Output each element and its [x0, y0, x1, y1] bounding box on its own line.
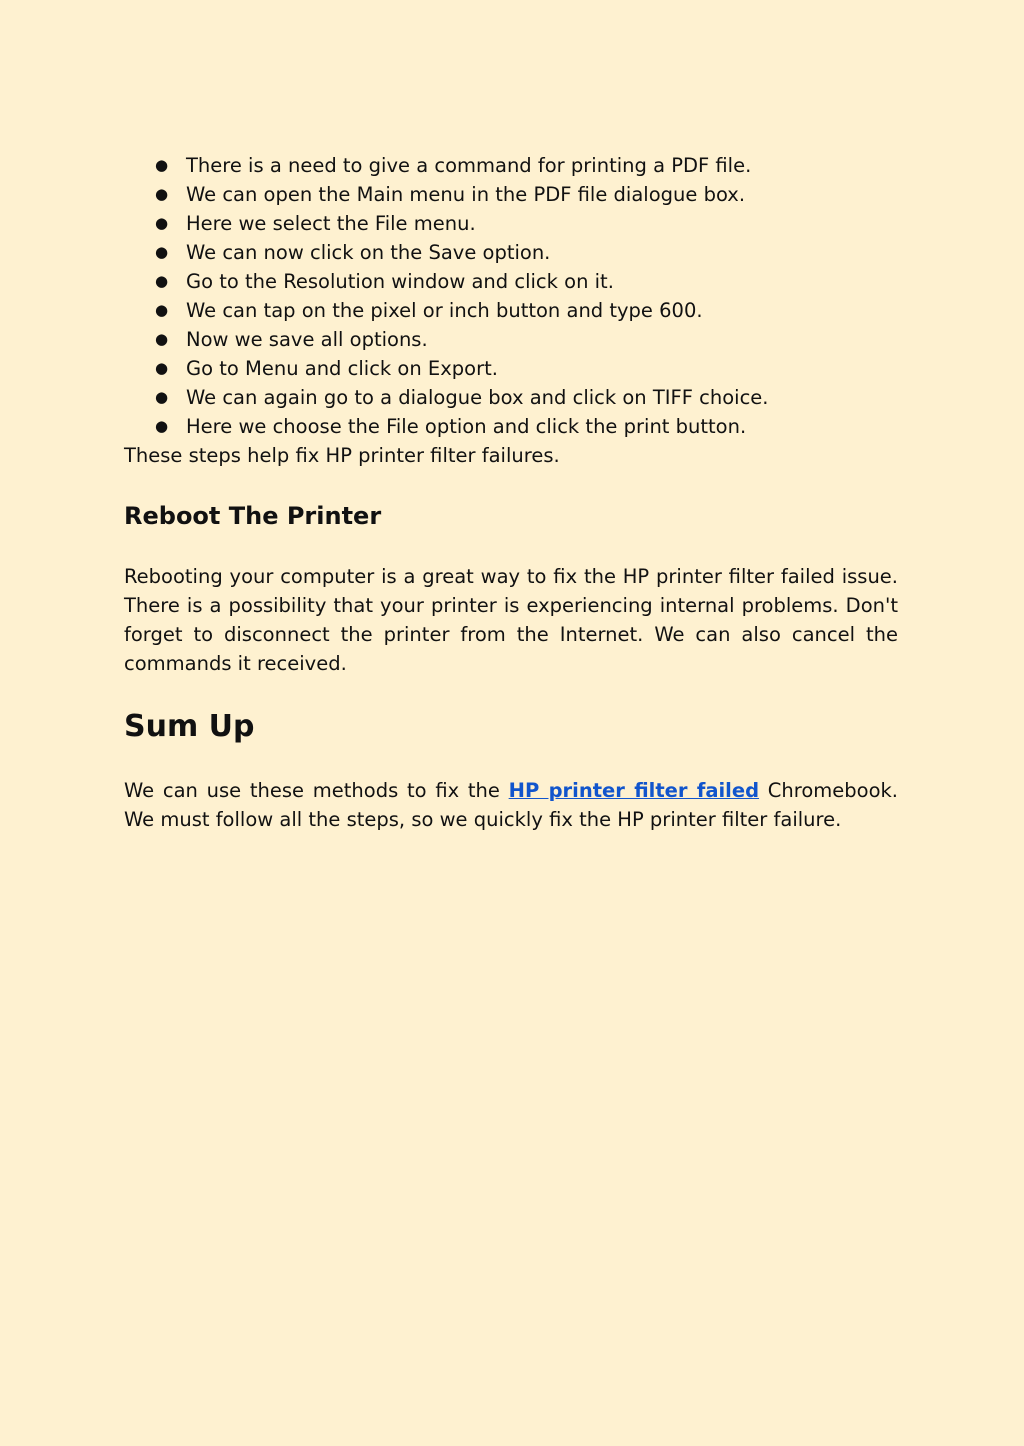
reboot-heading: Reboot The Printer [124, 502, 382, 530]
list-item [124, 354, 898, 383]
bullet-icon: ● [155, 417, 169, 435]
steps-summary: These steps help fix HP printer filter failures. [124, 444, 560, 467]
list-item-text: We can now click on the Save option. [186, 241, 551, 264]
list-item-text: Go to the Resolution window and click on it. [186, 270, 614, 293]
bullet-icon: ● [155, 359, 169, 377]
list-item [124, 296, 898, 325]
list-item [124, 209, 898, 238]
list-item-text: There is a need to give a command for printing a PDF file. [186, 154, 752, 177]
bullet-icon: ● [155, 272, 169, 290]
list-item-text: Here we select the File menu. [186, 212, 476, 235]
list-item [124, 412, 898, 441]
list-item [124, 383, 898, 412]
sum-up-text-after-link: Chromebook. We must follow all the steps, so we quickly fix the HP printer filter failure. [124, 779, 899, 831]
list-item [124, 180, 898, 209]
bullet-icon: ● [155, 301, 169, 319]
reboot-paragraph: Rebooting your computer is a great way to fix the HP printer filter failed issue. There is a possibility that your printer is experiencing internal problems. Don't forget to disconnect the printer from the Internet. We can also cancel the commands it received. [124, 565, 898, 675]
sum-up-heading: Sum Up [124, 709, 255, 744]
bullet-icon: ● [155, 330, 169, 348]
list-item [124, 151, 898, 180]
sum-up-text-before-link: We can use these methods to fix the [124, 779, 509, 802]
sum-up-paragraph [124, 776, 898, 834]
list-item-text: We can again go to a dialogue box and click on TIFF choice. [186, 386, 769, 409]
list-item [124, 267, 898, 296]
steps-list [124, 151, 898, 441]
bullet-icon: ● [155, 243, 169, 261]
hp-printer-filter-failed-link[interactable]: HP printer filter failed [508, 779, 760, 802]
list-item-text: Go to Menu and click on Export. [186, 357, 498, 380]
list-item [124, 238, 898, 267]
bullet-icon: ● [155, 214, 169, 232]
bullet-icon: ● [155, 156, 169, 174]
bullet-icon: ● [155, 185, 169, 203]
list-item [124, 325, 898, 354]
list-item-text: We can open the Main menu in the PDF file dialogue box. [186, 183, 746, 206]
list-item-text: Here we choose the File option and click the print button. [186, 415, 747, 438]
list-item-text: We can tap on the pixel or inch button and type 600. [186, 299, 703, 322]
list-item-text: Now we save all options. [186, 328, 428, 351]
bullet-icon: ● [155, 388, 169, 406]
